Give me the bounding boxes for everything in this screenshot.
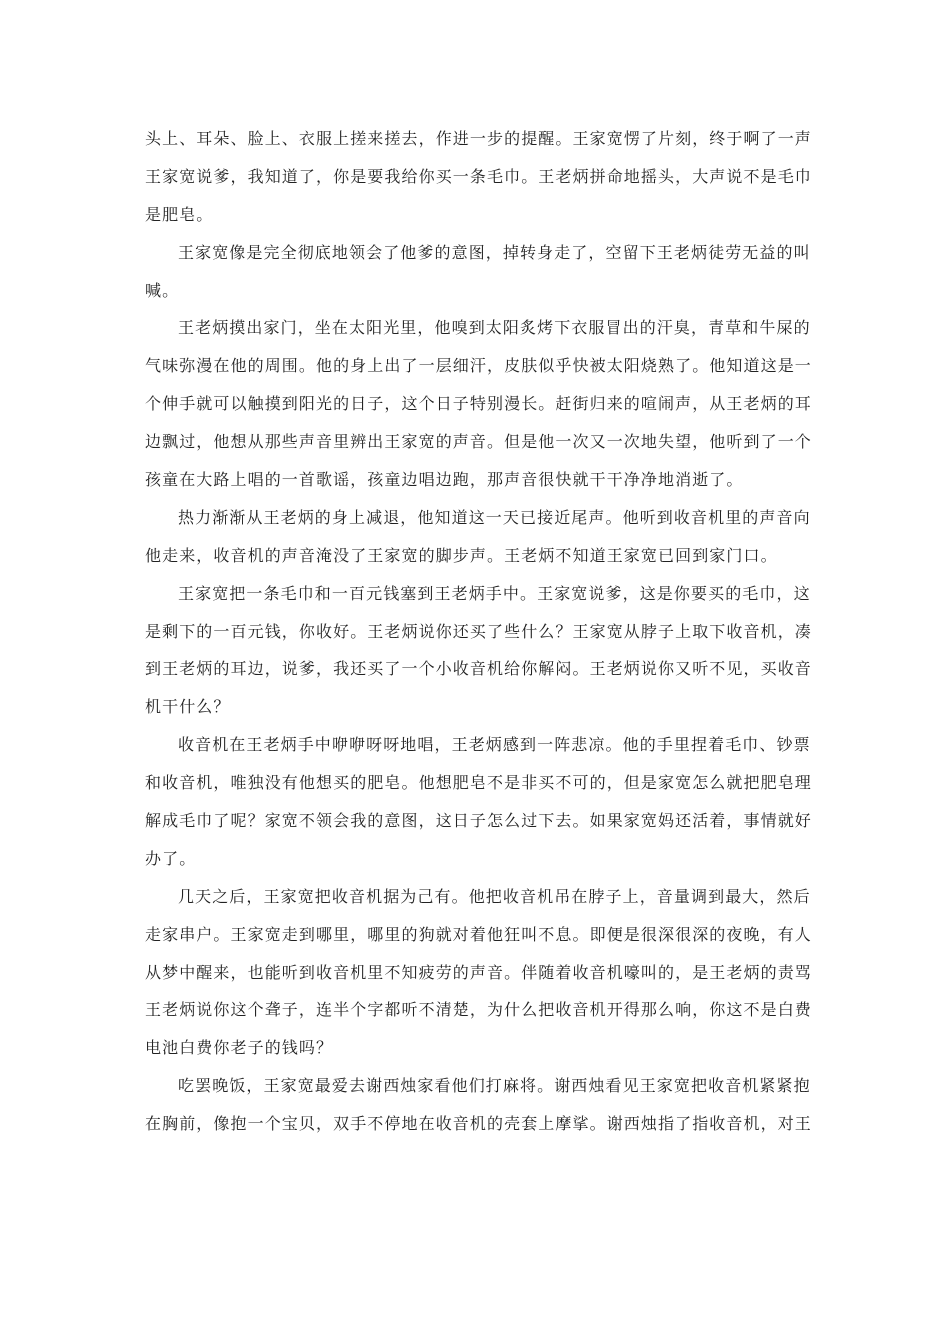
document-body bbox=[145, 120, 810, 1143]
text-line: 热力渐渐从王老炳的身上减退，他知道这一天已接近尾声。他听到收音机里的声音向 bbox=[178, 507, 811, 527]
text-line: 他走来，收音机的声音淹没了王家宽的脚步声。王老炳不知道王家宽已回到家门口。 bbox=[145, 545, 778, 565]
text-line: 收音机在王老炳手中咿咿呀呀地唱，王老炳感到一阵悲凉。他的手里捏着毛巾、钞票 bbox=[178, 735, 811, 755]
text-line: 办了。 bbox=[145, 848, 197, 868]
text-line: 个伸手就可以触摸到阳光的日子，这个日子特别漫长。赶街归来的喧闹声，从王老炳的耳 bbox=[145, 394, 812, 414]
text-line: 解成毛巾了呢？家宽不领会我的意图，这日子怎么过下去。如果家宽妈还活着，事情就好 bbox=[145, 811, 812, 831]
text-line: 到王老炳的耳边，说爹，我还买了一个小收音机给你解闷。王老炳说你又听不见，买收音 bbox=[145, 659, 812, 679]
text-line: 边飘过，他想从那些声音里辨出王家宽的声音。但是他一次又一次地失望，他听到了一个 bbox=[145, 432, 812, 452]
text-line: 从梦中醒来，也能听到收音机里不知疲劳的声音。伴随着收音机嚎叫的，是王老炳的责骂 bbox=[145, 962, 812, 982]
text-line: 是肥皂。 bbox=[145, 204, 214, 224]
text-line: 机干什么？ bbox=[145, 697, 231, 717]
text-line: 王老炳说你这个聋子，连半个字都听不清楚，为什么把收音机开得那么响，你这不是白费 bbox=[145, 1000, 812, 1020]
text-line: 王家宽把一条毛巾和一百元钱塞到王老炳手中。王家宽说爹，这是你要买的毛巾，这 bbox=[178, 583, 811, 603]
text-line: 是剩下的一百元钱，你收好。王老炳说你还买了些什么？王家宽从脖子上取下收音机，凑 bbox=[145, 621, 812, 641]
text-line: 孩童在大路上唱的一首歌谣，孩童边唱边跑，那声音很快就干干净净地消逝了。 bbox=[145, 470, 744, 490]
text-line: 气味弥漫在他的周围。他的身上出了一层细汗，皮肤似乎快被太阳烧熟了。他知道这是一 bbox=[145, 356, 812, 376]
text-line: 王家宽说爹，我知道了，你是要我给你买一条毛巾。王老炳拼命地摇头，大声说不是毛巾 bbox=[145, 166, 812, 186]
text-line: 王家宽像是完全彻底地领会了他爹的意图，掉转身走了，空留下王老炳徒劳无益的叫 bbox=[178, 242, 811, 262]
text-line: 头上、耳朵、脸上、衣服上搓来搓去，作进一步的提醒。王家宽愣了片刻，终于啊了一声 bbox=[145, 129, 812, 148]
text-line: 几天之后，王家宽把收音机据为己有。他把收音机吊在脖子上，音量调到最大，然后 bbox=[178, 886, 811, 906]
text-line: 喊。 bbox=[145, 280, 180, 300]
text-line: 在胸前，像抱一个宝贝，双手不停地在收音机的壳套上摩挲。谢西烛指了指收音机，对王 bbox=[145, 1114, 812, 1134]
text-line: 和收音机，唯独没有他想买的肥皂。他想肥皂不是非买不可的，但是家宽怎么就把肥皂理 bbox=[145, 773, 812, 793]
text-line: 王老炳摸出家门，坐在太阳光里，他嗅到太阳炙烤下衣服冒出的汗臭，青草和牛屎的 bbox=[178, 318, 811, 338]
text-line: 电池白费你老子的钱吗？ bbox=[145, 1038, 334, 1058]
text-line: 吃罢晚饭，王家宽最爱去谢西烛家看他们打麻将。谢西烛看见王家宽把收音机紧紧抱 bbox=[178, 1076, 811, 1096]
text-line: 走家串户。王家宽走到哪里，哪里的狗就对着他狂叫不息。即便是很深很深的夜晚，有人 bbox=[145, 924, 812, 944]
